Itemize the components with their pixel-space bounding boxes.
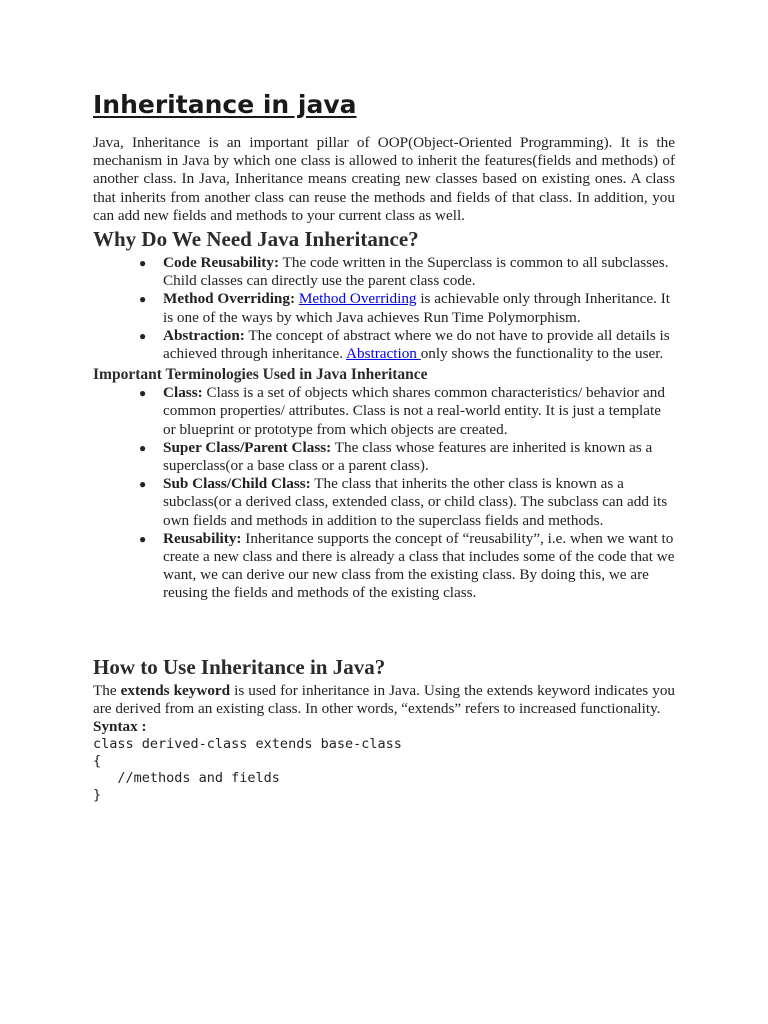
term-text: The class that inherits the other class is known as a subclass(or a derived class, extended class, or child class). The subclass can add its own fields and methods in addition to the superclass fields and methods.	[163, 475, 668, 529]
abstraction-link[interactable]: Abstraction	[346, 345, 421, 363]
terminologies-heading: Important Terminologies Used in Java Inheritance	[93, 366, 428, 384]
term-text: The concept of abstract where we do not have to provide all details is achieved through inheritance.	[163, 326, 670, 363]
bullet-icon: ●	[139, 440, 147, 455]
syntax-label: Syntax :	[93, 718, 147, 736]
term-label: Class:	[163, 384, 203, 402]
method-overriding-link[interactable]: Method Overriding	[298, 290, 417, 308]
term-text: Inheritance supports the concept of “reusability”, i.e. when we want to create a new class and there is already a class that includes some of the code that we want, we can derive our new class from the existing class. By doing this, we are reusing the fields and methods of the existing class.	[163, 529, 675, 602]
list-item	[139, 438, 675, 475]
term-label: Abstraction:	[163, 326, 245, 344]
why-heading: Why Do We Need Java Inheritance?	[93, 227, 419, 252]
term-text: The class whose features are inherited is known as a superclass(or a base class or a parent class).	[163, 438, 653, 475]
term-text-after: only shows the functionality to the user.	[420, 345, 664, 363]
list-item	[139, 475, 675, 530]
term-label: Reusability:	[163, 529, 242, 547]
bullet-icon: ●	[139, 477, 147, 492]
term-label: Super Class/Parent Class:	[163, 438, 332, 456]
term-label: Method Overriding:	[163, 290, 296, 308]
bullet-icon: ●	[139, 292, 147, 307]
term-text: is achievable only through Inheritance. It is one of the ways by which Java achieves Run Time Polymorphism.	[163, 290, 670, 326]
term-text: The code written in the Superclass is common to all subclasses. Child classes can directly use the parent class code.	[163, 254, 669, 290]
how-heading: How to Use Inheritance in Java?	[93, 654, 386, 679]
bullet-icon: ●	[139, 256, 147, 271]
why-list	[93, 254, 675, 363]
term-label: Code Reusability:	[163, 254, 280, 272]
term-text: Class is a set of objects which shares common characteristics/ behavior and common properties/ attributes. Class is not a real-world entity. It is just a template or blueprint or prototype from which objects are created.	[163, 384, 665, 438]
bullet-icon: ●	[139, 328, 147, 343]
list-item	[139, 290, 675, 326]
section-spacer	[93, 603, 675, 653]
how-paragraph	[93, 682, 675, 718]
list-item	[139, 254, 675, 290]
document-content	[93, 88, 675, 804]
how-text-before: The	[93, 681, 121, 699]
list-item	[139, 529, 675, 603]
list-item	[139, 326, 675, 363]
intro-paragraph: Java, Inheritance is an important pillar of OOP(Object-Oriented Programming). It is the mechanism in Java by which one class is allowed to inherit the features(fields and methods) of another class. In Java, Inheritance means creating new classes based on existing ones. A class that inherits from another class can reuse the methods and fields of that class. In addition, you can add new fields and methods to your current class as well.	[93, 134, 675, 224]
terminologies-list	[93, 384, 675, 602]
term-label: Sub Class/Child Class:	[163, 475, 311, 493]
bullet-icon: ●	[139, 531, 147, 546]
page-title: Inheritance in java	[93, 90, 357, 119]
bullet-icon: ●	[139, 386, 147, 401]
code-block: class derived-class extends base-class { //methods and fields }	[93, 736, 402, 804]
extends-keyword: extends keyword	[120, 681, 231, 699]
list-item	[139, 384, 675, 439]
how-text-after: is used for inheritance in Java. Using the extends keyword indicates you are derived from an existing class. In other words, “extends” refers to increased functionality.	[93, 681, 676, 717]
